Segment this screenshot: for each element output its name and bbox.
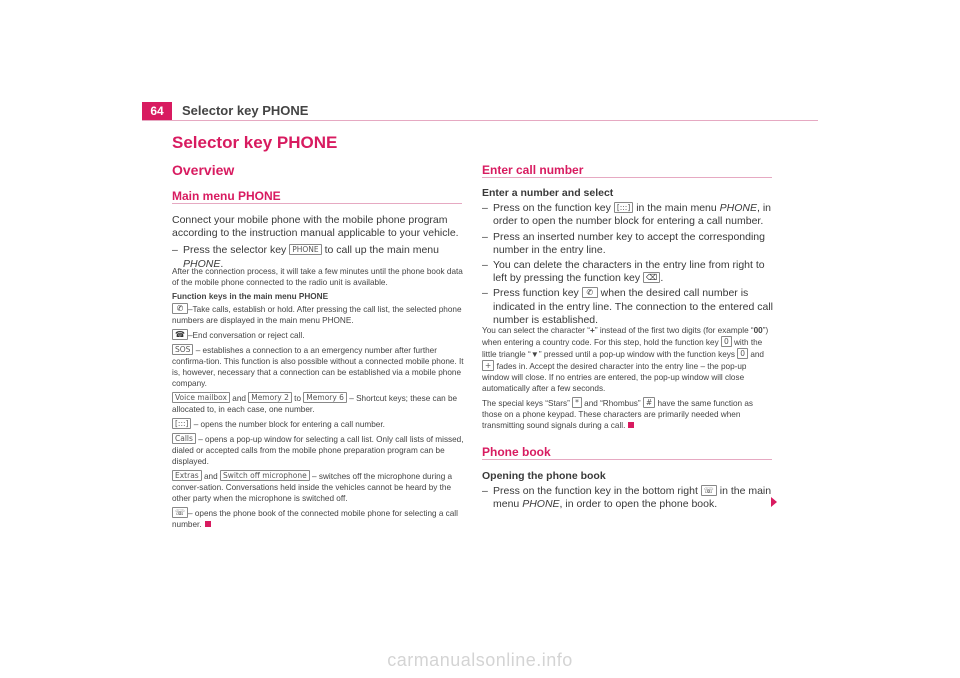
step-text: when the desired call number is indicated in the entry line. The connection to the entered call number is established. <box>493 287 773 326</box>
special-keys-note <box>482 397 774 431</box>
calls-key: Calls <box>172 433 196 444</box>
zero-key: 0 <box>737 348 748 359</box>
note-text: ” instead of the first two digits (for example “ <box>594 326 754 335</box>
punct: . <box>660 272 664 285</box>
fk-numblock <box>172 418 464 430</box>
fk-text: – opens the number block for entering a call number. <box>193 420 385 429</box>
heading-phone-book: Phone book <box>482 445 551 459</box>
function-keys-block <box>172 266 464 530</box>
phone-key: PHONE <box>289 244 321 255</box>
phone-call-icon: ✆ <box>172 303 188 314</box>
step-text: Press function key <box>493 287 579 300</box>
note-text: ”) when entering a country code. For this step, hold the function key <box>482 326 769 347</box>
menu-name: PHONE <box>522 498 560 511</box>
fk-text: – Shortcut keys; these can be allocated to, in each case, one number. <box>172 394 458 414</box>
fk-text: – opens the phone book of the connected mobile phone for selecting a call number. <box>172 509 458 529</box>
fk-sos <box>172 344 464 389</box>
page-number: 64 <box>142 102 172 120</box>
end-marker <box>205 521 211 527</box>
step-text: Press on the function key <box>493 202 611 215</box>
heading-main-menu: Main menu PHONE <box>172 189 281 203</box>
step-text: Press the selector key <box>183 244 287 257</box>
end-marker <box>628 422 634 428</box>
function-keys-heading: Function keys in the main menu PHONE <box>172 292 329 301</box>
connection-note: After the connection process, it will take a few minutes until the phone book data of the mobile phone connected to the radio unit is available. <box>172 267 463 287</box>
memory-2-key: Memory 2 <box>248 392 292 403</box>
note-text: You can select the character “ <box>482 326 591 335</box>
fk-phonebook <box>172 507 464 530</box>
backspace-icon: ⌫ <box>643 272 660 283</box>
phone-book-icon: ☏ <box>701 485 717 496</box>
menu-name: PHONE <box>719 202 757 215</box>
header-rule <box>142 120 818 121</box>
voice-mailbox-key: Voice mailbox <box>172 392 230 403</box>
note-text: fades in. Accept the desired character into the entry line – the pop-up window will close. If no entries are entered, the pop-up window will close automatically after a few seconds. <box>482 362 747 393</box>
enter-number-body <box>482 187 774 327</box>
phone-hangup-icon: ☎ <box>172 329 188 340</box>
phone-call-icon: ✆ <box>582 287 598 298</box>
watermark: carmanualsonline.info <box>387 650 573 670</box>
enter-step-2: – Press an inserted number key to accept the corresponding number in the entry line. <box>482 230 765 256</box>
step-text: You can delete the characters in the entry line from right to left by pressing the function key <box>493 259 765 285</box>
zero-key: 0 <box>721 336 732 347</box>
fk-text: – opens a pop-up window for selecting a call list. Only call lists of missed, dialed or accepted calls from the mobile phone preparation program can be displayed. <box>172 435 464 466</box>
phone-book-subheading: Opening the phone book <box>482 470 606 482</box>
fk-calls <box>172 433 464 467</box>
sos-key: SOS <box>172 344 193 355</box>
step-text: in the main menu <box>636 202 717 215</box>
fk-extras <box>172 470 464 504</box>
hash-key: # <box>643 397 655 408</box>
note-text: with the little triangle “ <box>482 338 763 359</box>
fk-call <box>172 303 464 326</box>
phone-book-icon: ☏ <box>172 507 188 518</box>
extras-key: Extras <box>172 470 202 481</box>
step-text: , in order to open the phone book. <box>559 498 718 511</box>
note-text: have the same function as those on a phone keypad. These characters are primarily needed when transmitting sound signals during a call. <box>482 399 754 430</box>
step-text: Press an inserted number key to accept the corresponding number in the entry line. <box>493 230 765 256</box>
heading-enter-number: Enter call number <box>482 163 584 177</box>
step-text: to call up the main menu <box>324 244 439 257</box>
main-menu-body <box>172 214 464 271</box>
country-code-note <box>482 325 774 394</box>
zero-zero: 00 <box>753 326 763 335</box>
conj: and <box>204 472 218 481</box>
fk-text: –End conversation or reject call. <box>188 331 305 340</box>
fk-text: – switches off the microphone during a conver-sation. Conversations held inside the vehicles cannot be heard by the other party when the microphone is switched off. <box>172 472 453 503</box>
step-selector: – Press the selector key PHONE to call up the main menu PHONE. <box>172 244 439 270</box>
enter-step-3: – You can delete the characters in the entry line from right to left by pressing the function key ⌫ . <box>482 259 765 285</box>
running-title: Selector key PHONE <box>182 103 309 118</box>
note-text: The special keys “Stars” <box>482 399 570 408</box>
number-block-key: [:::] <box>614 202 633 213</box>
phone-book-body <box>482 470 774 512</box>
conj: to <box>294 394 302 403</box>
page-title: Selector key PHONE <box>172 133 338 152</box>
menu-name: PHONE <box>183 257 221 270</box>
heading-rule <box>482 459 772 460</box>
note-text: and “Rhombus” <box>584 399 641 408</box>
plus-key: + <box>482 360 494 371</box>
heading-rule <box>172 203 462 204</box>
switch-off-microphone-key: Switch off microphone <box>220 470 310 481</box>
star-key: * <box>572 397 582 408</box>
fk-text: – establishes a connection to a an emergency number after further confirma-tion. This function is also possible without a connected mobile phone. It is, however, necessary that a connection can be established via a mobile phone company. <box>172 346 464 388</box>
step-text: , in order to open the number block for entering a call number. <box>493 202 772 228</box>
fk-shortcut <box>172 392 464 415</box>
enter-number-subheading: Enter a number and select <box>482 187 614 199</box>
step-text: Press on the function key in the bottom right <box>493 485 698 498</box>
note-text: ” pressed until a pop-up window with the function keys <box>538 350 735 359</box>
section-overview: Overview <box>172 162 235 178</box>
memory-6-key: Memory 6 <box>303 392 347 403</box>
heading-rule <box>482 177 772 178</box>
conj: and <box>750 350 764 359</box>
intro-text: Connect your mobile phone with the mobile phone program according to the instruction manual applicable to your vehicle. <box>172 214 459 240</box>
fk-end <box>172 329 464 341</box>
fk-text: –Take calls, establish or hold. After pressing the call list, the selected phone numbers are displayed in the main menu PHONE. <box>172 305 462 325</box>
continue-arrow-icon <box>771 497 777 507</box>
enter-step-1: – Press on the function key [:::] in the main menu PHONE, in order to open the number block for entering a call number. <box>482 202 772 228</box>
conj: and <box>232 394 246 403</box>
enter-step-4: – Press function key ✆ when the desired call number is indicated in the entry line. The connection to the entered call number is established. <box>482 287 773 326</box>
triangle-char: ▼ <box>530 350 539 359</box>
punct: . <box>220 257 224 270</box>
plus-char: + <box>590 326 595 335</box>
phone-book-step-1: – Press on the function key in the bottom right ☏ in the main menu PHONE, in order to open the phone book. <box>482 485 772 511</box>
number-block-key: [:::] <box>172 418 191 429</box>
step-text: in the main menu <box>493 485 772 511</box>
enter-number-notes <box>482 325 774 431</box>
